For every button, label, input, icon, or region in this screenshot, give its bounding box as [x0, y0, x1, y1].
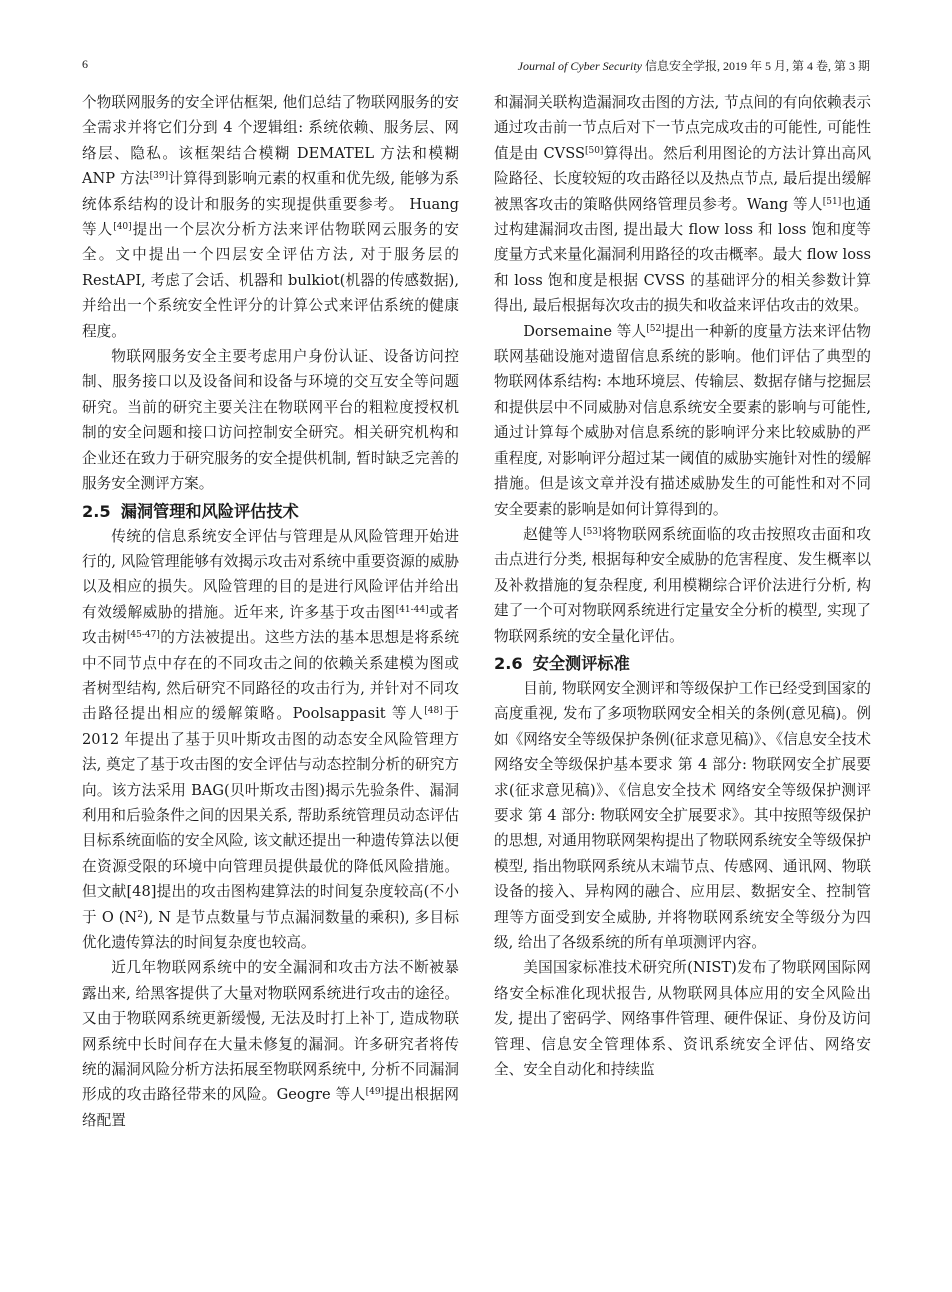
citation-superscript: [45-47] [126, 630, 160, 641]
text-run: 个物联网服务的安全评估框架, 他们总结了物联网服务的安全需求并将它们分到 4 个逻辑组: 系统依赖、服务层、网络层、隐私。该框架结合模糊 DEMATEL 方法和模糊 ANP 方法 [82, 94, 459, 188]
paragraph [82, 90, 459, 344]
page-number: 6 [82, 57, 88, 71]
citation-superscript: [52] [646, 323, 665, 334]
paragraph [82, 524, 459, 956]
left-column [82, 90, 459, 1133]
right-column [494, 90, 871, 1082]
text-run: 提出一种新的度量方法来评估物联网基础设施对遗留信息系统的影响。他们评估了典型的物联网体系结构: 本地环境层、传输层、数据存储与挖掘层和提供层中不同威胁对信息系统安全要素的影响与可能性, 通过计算每个威胁对信息系统的影响评分来比较威胁的严重程度, 对影响评分超过某一阈值的威胁实施针对性的缓解措施。但是该文章并没有描述威胁发生的可能性和对不同安全要素的影响是如何计算得到的。 [494, 322, 871, 518]
citation-superscript: [51] [822, 196, 842, 207]
text-run: 算得出。然后利用图论的方法计算出高风险路径、长度较短的攻击路径以及热点节点, 最后提出缓解被黑客攻击的策略供网络管理员参考。Wang 等人 [494, 144, 871, 213]
paragraph [494, 522, 871, 649]
text-run: ), N 是节点数量与节点漏洞数量的乘积), 多目标优化遗传算法的时间复杂度也较高。 [82, 908, 459, 951]
citation-superscript: [40] [113, 222, 132, 233]
text-run: 赵健等人 [523, 525, 584, 543]
section-number: 2.5 [82, 501, 111, 521]
paragraph [494, 319, 871, 522]
journal-citation [518, 57, 870, 74]
text-run: 的方法被提出。这些方法的基本思想是将系统中不同节点中存在的不同攻击之间的依赖关系建模为图或者树型结构, 然后研究不同路径的攻击行为, 并针对不同攻击路径提出相应的缓解策略。Poolsappasit 等人 [82, 629, 459, 723]
citation-superscript: [53] [583, 526, 602, 537]
text-run: 计算得到影响元素的权重和优先级, 能够为系统体系结构的设计和服务的实现提供重要参考。 Huang 等人 [82, 170, 459, 239]
text-run: 提出根据网络配置 [82, 1086, 459, 1129]
paragraph [82, 955, 459, 1133]
text-run: 物联网服务安全主要考虑用户身份认证、设备访问控制、服务接口以及设备间和设备与环境的交互安全等问题研究。当前的研究主要关注在物联网平台的粗粒度授权机制的安全问题和接口访问控制安全研究。相关研究机构和企业还在致力于研究服务的安全提供机制, 暂时缺乏完善的服务安全测评方案。 [82, 348, 459, 493]
text-run: 于 2012 年提出了基于贝叶斯攻击图的动态安全风险管理方法, 奠定了基于攻击图的安全评估与动态控制分析的研究方向。该方法采用 BAG(贝叶斯攻击图)揭示先验条件、漏洞利用和后验条件之间的因果关系, 帮助系统管理员动态评估目标系统面临的安全风险, 该文献还提出一种遗传算法以便在资源受限的环境中向管理员提供最优的降低风险措施。但文献[48]提出的攻击图构建算法的时间复杂度较高(不小于 O (N [82, 705, 459, 926]
text-run: 近几年物联网系统中的安全漏洞和攻击方法不断被暴露出来, 给黑客提供了大量对物联网系统进行攻击的途径。又由于物联网系统更新缓慢, 无法及时打上补丁, 造成物联网系统中长时间存在大量未修复的漏洞。许多研究者将传统的漏洞风险分析方法拓展至物联网系统中, 分析不同漏洞形成的攻击路径带来的风险。Geogre 等人 [82, 959, 459, 1104]
text-run: 目前, 物联网安全测评和等级保护工作已经受到国家的高度重视, 发布了多项物联网安全相关的条例(意见稿)。例如《网络安全等级保护条例(征求意见稿)》、《信息安全技术 网络安全等级保护基本要求 第 4 部分: 物联网安全扩展要求(征求意见稿)》、《信息安全技术 网络安全等级保护测评要求 第 4 部分: 物联网安全扩展要求》。其中按照等级保护的思想, 对通用物联网架构提出了物联网系统安全等级保护模型, 指出物联网系统从末端节点、传感网、通讯网、物联设备的接入、异构网的融合、应用层、数据安全、控制管理等方面受到安全威胁, 并将物联网系统安全等级分为四级, 给出了各级系统的所有单项测评内容。 [494, 679, 871, 951]
running-header [82, 57, 870, 77]
text-run: 提出一个层次分析方法来评估物联网云服务的安全。文中提出一个四层安全评估方法, 对于服务层的 RestAPI, 考虑了会话、机器和 bulkiot(机器的传感数据), 并给出一个系统安全性评分的计算公式来评估系统的健康程度。 [82, 221, 459, 340]
paragraph [494, 90, 871, 319]
paragraph [494, 676, 871, 955]
citation-superscript: [49] [365, 1087, 385, 1098]
text-run: 也通过构建漏洞攻击图, 提出最大 flow loss 和 loss 饱和度等度量方式来量化漏洞利用路径的攻击概率。最大 flow loss 和 loss 饱和度是根据 CVSS 的基础评分的相关参数计算得出, 最后根据每次攻击的损失和收益来评估攻击的效果。 [494, 195, 871, 315]
paragraph [494, 955, 871, 1082]
citation-superscript: [50] [584, 145, 604, 156]
citation-superscript: [39] [149, 171, 169, 182]
text-run: 传统的信息系统安全评估与管理是从风险管理开始进行的, 风险管理能够有效揭示攻击对系统中重要资源的威胁以及相应的损失。风险管理的目的是进行风险评估并给出有效缓解威胁的措施。近年来, 许多基于攻击图 [82, 527, 459, 621]
section-number: 2.6 [494, 653, 523, 673]
citation-superscript: 2 [137, 909, 143, 920]
section-heading-2-6 [494, 651, 871, 676]
text-run: 或者攻击树 [82, 603, 459, 647]
journal-name: Journal of Cyber Security [517, 59, 642, 73]
section-heading-2-5 [82, 499, 459, 524]
text-run: 美国国家标准技术研究所(NIST)发布了物联网国际网络安全标准化现状报告, 从物联网具体应用的安全风险出发, 提出了密码学、网络事件管理、硬件保证、身份及访问管理、信息安全管理体系、资讯系统安全评估、网络安全、安全自动化和持续监 [494, 959, 871, 1079]
citation-superscript: [48] [424, 706, 443, 717]
text-run: 将物联网系统面临的攻击按照攻击面和攻击点进行分类, 根据每种安全威胁的危害程度、发生概率以及补救措施的复杂程度, 利用模糊综合评价法进行分析, 构建了一个可对物联网系统进行定量安全分析的模型, 实现了物联网系统的安全量化评估。 [494, 525, 871, 645]
section-title: 漏洞管理和风险评估技术 [120, 501, 299, 521]
paragraph [82, 344, 459, 496]
text-run: 和漏洞关联构造漏洞攻击图的方法, 节点间的有向依赖表示通过攻击前一节点后对下一节点完成攻击的可能性, 可能性值是由 CVSS [494, 94, 871, 162]
journal-issue: 信息安全学报, 2019 年 5 月, 第 4 卷, 第 3 期 [641, 59, 870, 73]
section-title: 安全测评标准 [532, 653, 630, 673]
citation-superscript: [41-44] [395, 604, 429, 615]
text-run: Dorsemaine 等人 [523, 322, 647, 340]
